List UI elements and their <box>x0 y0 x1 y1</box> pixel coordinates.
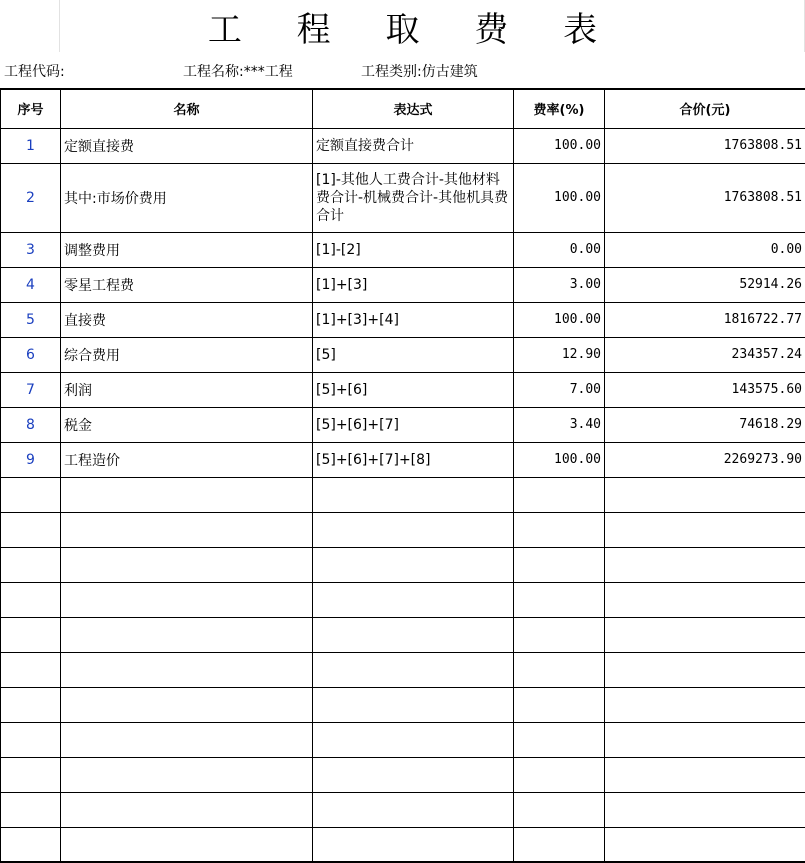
project-name-label: 工程名称:***工程 <box>183 61 293 81</box>
empty-table-row <box>1 582 805 617</box>
empty-cell[interactable] <box>1 792 61 827</box>
table-row <box>1 407 805 442</box>
empty-cell[interactable] <box>514 652 605 687</box>
empty-cell[interactable] <box>605 757 805 792</box>
cell-seq[interactable]: 1 <box>1 128 61 163</box>
empty-cell[interactable] <box>61 617 313 652</box>
cell-rate[interactable]: 0.00 <box>514 232 605 267</box>
cell-total[interactable]: 1816722.77 <box>605 302 805 337</box>
cell-total[interactable]: 1763808.51 <box>605 128 805 163</box>
page-title: 工 程 取 费 表 <box>0 0 805 52</box>
cell-seq[interactable]: 7 <box>1 372 61 407</box>
empty-cell[interactable] <box>1 477 61 512</box>
cell-total[interactable]: 2269273.90 <box>605 442 805 477</box>
empty-cell[interactable] <box>605 512 805 547</box>
empty-cell[interactable] <box>514 547 605 582</box>
empty-cell[interactable] <box>61 652 313 687</box>
cell-rate[interactable]: 100.00 <box>514 128 605 163</box>
empty-table-row <box>1 512 805 547</box>
empty-cell[interactable] <box>1 547 61 582</box>
table-row <box>1 442 805 477</box>
empty-cell[interactable] <box>605 477 805 512</box>
empty-cell[interactable] <box>61 547 313 582</box>
empty-table-row <box>1 617 805 652</box>
empty-cell[interactable] <box>1 512 61 547</box>
cell-name[interactable]: 其中:市场价费用 <box>61 163 313 232</box>
cell-name[interactable]: 调整费用 <box>61 232 313 267</box>
empty-cell[interactable] <box>61 687 313 722</box>
empty-cell[interactable] <box>605 827 805 862</box>
table-row <box>1 267 805 302</box>
empty-cell[interactable] <box>605 547 805 582</box>
cell-total[interactable]: 1763808.51 <box>605 163 805 232</box>
empty-cell[interactable] <box>605 792 805 827</box>
empty-cell[interactable] <box>61 792 313 827</box>
cell-seq[interactable]: 4 <box>1 267 61 302</box>
empty-cell[interactable] <box>313 477 514 512</box>
empty-cell[interactable] <box>1 652 61 687</box>
empty-cell[interactable] <box>1 617 61 652</box>
empty-cell[interactable] <box>61 757 313 792</box>
empty-cell[interactable] <box>313 722 514 757</box>
empty-cell[interactable] <box>605 617 805 652</box>
cell-total[interactable]: 74618.29 <box>605 407 805 442</box>
table-header-row <box>1 89 805 128</box>
empty-table-row <box>1 652 805 687</box>
empty-cell[interactable] <box>61 827 313 862</box>
cell-total[interactable]: 0.00 <box>605 232 805 267</box>
cell-expression[interactable]: [1]+[3] <box>313 267 514 302</box>
cell-seq[interactable]: 9 <box>1 442 61 477</box>
empty-cell[interactable] <box>605 722 805 757</box>
cell-rate[interactable]: 100.00 <box>514 442 605 477</box>
empty-cell[interactable] <box>605 582 805 617</box>
fee-table <box>0 88 805 863</box>
cell-rate[interactable]: 12.90 <box>514 337 605 372</box>
empty-cell[interactable] <box>514 477 605 512</box>
empty-cell[interactable] <box>514 617 605 652</box>
header-name: 名称 <box>61 89 313 128</box>
table-row <box>1 302 805 337</box>
cell-name[interactable]: 税金 <box>61 407 313 442</box>
empty-cell[interactable] <box>61 722 313 757</box>
table-row <box>1 128 805 163</box>
empty-cell[interactable] <box>313 582 514 617</box>
cell-name[interactable]: 定额直接费 <box>61 128 313 163</box>
empty-cell[interactable] <box>1 827 61 862</box>
empty-cell[interactable] <box>313 512 514 547</box>
table-row <box>1 232 805 267</box>
empty-cell[interactable] <box>1 757 61 792</box>
header-total: 合价(元) <box>605 89 805 128</box>
cell-seq[interactable]: 6 <box>1 337 61 372</box>
cell-rate[interactable]: 3.40 <box>514 407 605 442</box>
empty-table-row <box>1 757 805 792</box>
header-expression: 表达式 <box>313 89 514 128</box>
empty-cell[interactable] <box>514 757 605 792</box>
cell-name[interactable]: 直接费 <box>61 302 313 337</box>
empty-cell[interactable] <box>61 582 313 617</box>
cell-expression[interactable]: [5] <box>313 337 514 372</box>
table-row <box>1 372 805 407</box>
cell-rate[interactable]: 3.00 <box>514 267 605 302</box>
empty-cell[interactable] <box>313 652 514 687</box>
table-row <box>1 337 805 372</box>
cell-expression[interactable]: [5]+[6]+[7]+[8] <box>313 442 514 477</box>
empty-cell[interactable] <box>61 477 313 512</box>
empty-cell[interactable] <box>514 827 605 862</box>
empty-table-row <box>1 827 805 862</box>
empty-cell[interactable] <box>1 722 61 757</box>
project-info-row <box>0 52 805 88</box>
empty-cell[interactable] <box>313 617 514 652</box>
cell-expression[interactable]: [1]+[3]+[4] <box>313 302 514 337</box>
cell-expression[interactable]: [5]+[6] <box>313 372 514 407</box>
empty-cell[interactable] <box>605 652 805 687</box>
cell-seq[interactable]: 2 <box>1 163 61 232</box>
empty-cell[interactable] <box>313 827 514 862</box>
cell-name[interactable]: 零星工程费 <box>61 267 313 302</box>
empty-cell[interactable] <box>313 687 514 722</box>
header-seq: 序号 <box>1 89 61 128</box>
table-row <box>1 163 805 232</box>
empty-cell[interactable] <box>514 792 605 827</box>
cell-seq[interactable]: 3 <box>1 232 61 267</box>
empty-cell[interactable] <box>1 582 61 617</box>
cell-total[interactable]: 52914.26 <box>605 267 805 302</box>
cell-rate[interactable]: 100.00 <box>514 163 605 232</box>
cell-expression[interactable]: [1]-[2] <box>313 232 514 267</box>
cell-expression[interactable]: 定额直接费合计 <box>313 128 514 163</box>
project-type-label: 工程类别:仿古建筑 <box>361 61 478 81</box>
empty-cell[interactable] <box>514 512 605 547</box>
empty-cell[interactable] <box>514 687 605 722</box>
cell-expression[interactable]: [1]-其他人工费合计-其他材料费合计-机械费合计-其他机具费合计 <box>313 163 514 232</box>
empty-table-row <box>1 547 805 582</box>
cell-rate[interactable]: 7.00 <box>514 372 605 407</box>
empty-table-row <box>1 687 805 722</box>
cell-name[interactable]: 综合费用 <box>61 337 313 372</box>
cell-expression[interactable]: [5]+[6]+[7] <box>313 407 514 442</box>
empty-cell[interactable] <box>313 792 514 827</box>
empty-table-row <box>1 722 805 757</box>
cell-rate[interactable]: 100.00 <box>514 302 605 337</box>
cell-total[interactable]: 234357.24 <box>605 337 805 372</box>
cell-name[interactable]: 工程造价 <box>61 442 313 477</box>
empty-cell[interactable] <box>605 687 805 722</box>
empty-cell[interactable] <box>514 582 605 617</box>
cell-seq[interactable]: 8 <box>1 407 61 442</box>
empty-table-row <box>1 477 805 512</box>
header-rate: 费率(%) <box>514 89 605 128</box>
cell-name[interactable]: 利润 <box>61 372 313 407</box>
cell-seq[interactable]: 5 <box>1 302 61 337</box>
empty-cell[interactable] <box>313 757 514 792</box>
empty-cell[interactable] <box>313 547 514 582</box>
empty-cell[interactable] <box>61 512 313 547</box>
empty-table-row <box>1 792 805 827</box>
empty-cell[interactable] <box>1 687 61 722</box>
cell-total[interactable]: 143575.60 <box>605 372 805 407</box>
empty-cell[interactable] <box>514 722 605 757</box>
project-code-label: 工程代码: <box>4 61 65 81</box>
